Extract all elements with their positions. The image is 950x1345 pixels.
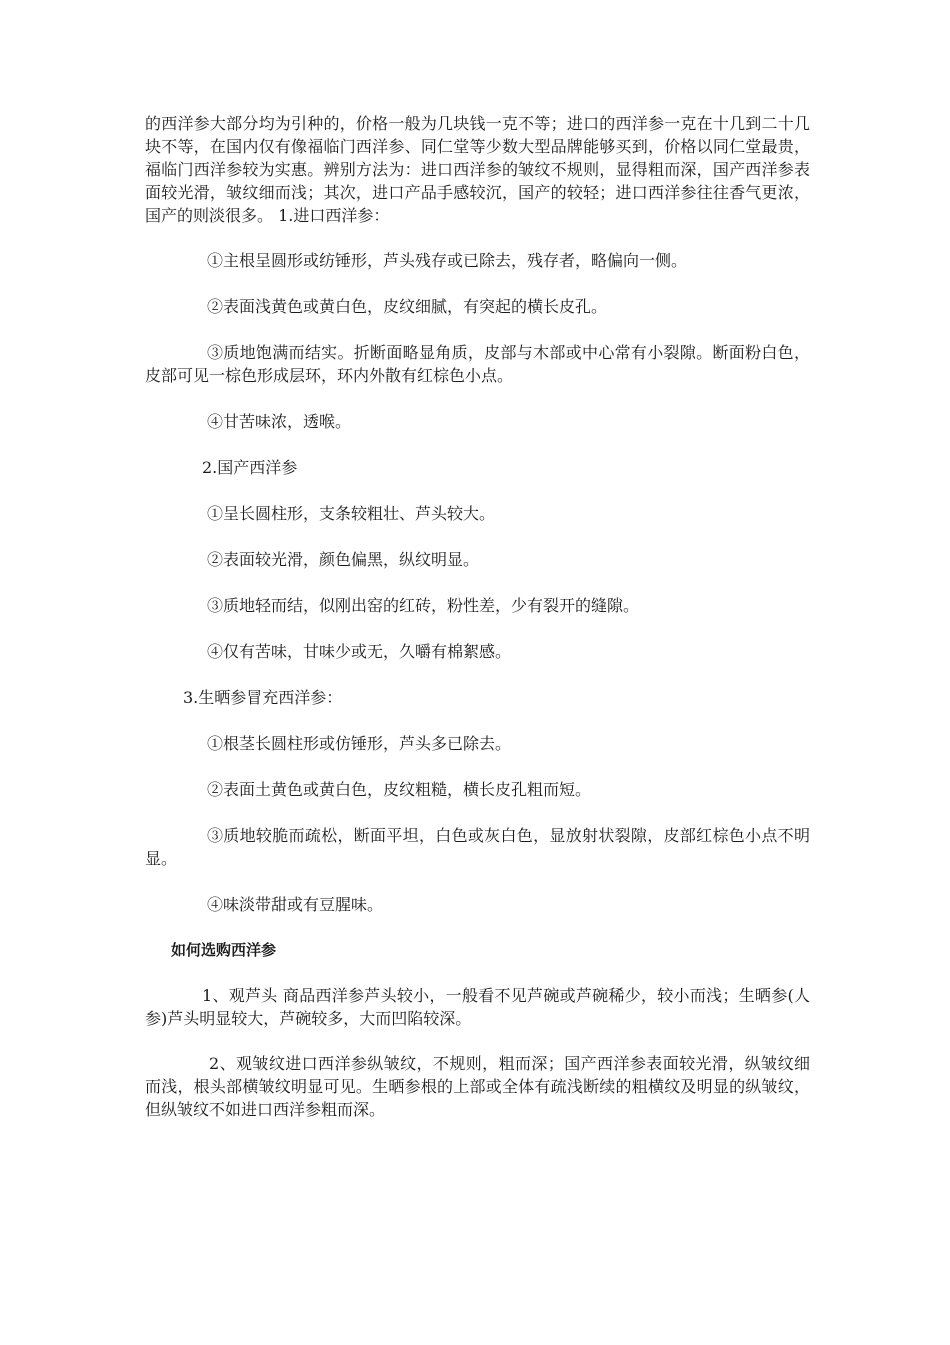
imported-item-3: ③质地饱满而结实。折断面略显角质，皮部与木部或中心常有小裂隙。断面粉白色，皮部可见一棕色形成层环，环内外散有红棕色小点。	[145, 343, 810, 385]
sun-dried-heading: 3.生晒参冒充西洋参：	[183, 688, 343, 707]
buying-tip-2: 2、观皱纹进口西洋参纵皱纹，不规则，粗而深；国产西洋参表面较光滑，纵皱纹细而浅，根头部横皱纹明显可见。生晒参根的上部或全体有疏浅断续的粗横纹及明显的纵皱纹，但纵皱纹不如进口西洋参粗而深。	[145, 1054, 810, 1119]
imported-item-1: ①主根呈圆形或纺锤形，芦头残存或已除去，残存者，略偏向一侧。	[207, 251, 688, 270]
sun-dried-item-2: ②表面土黄色或黄白色，皮纹粗糙，横长皮孔粗而短。	[207, 780, 592, 799]
domestic-item-1: ①呈长圆柱形，支条较粗壮、芦头较大。	[207, 504, 496, 523]
sun-dried-item-3: ③质地较脆而疏松，断面平坦，白色或灰白色，显放射状裂隙，皮部红棕色小点不明显。	[145, 826, 810, 868]
domestic-item-3: ③质地轻而结，似刚出窑的红砖，粉性差，少有裂开的缝隙。	[207, 596, 640, 615]
imported-item-2: ②表面浅黄色或黄白色，皮纹细腻，有突起的横长皮孔。	[207, 297, 608, 316]
document-page	[145, 112, 810, 1121]
buying-tip-1: 1、观芦头 商品西洋参芦头较小，一般看不见芦碗或芦碗稀少，较小而浅；生晒参(人参)芦头明显较大，芦碗较多，大而凹陷较深。	[145, 986, 810, 1028]
imported-item-4: ④甘苦味浓，透喉。	[207, 412, 352, 431]
domestic-item-4: ④仅有苦味，甘味少或无，久嚼有棉絮感。	[207, 642, 512, 661]
sun-dried-item-1: ①根茎长圆柱形或仿锤形，芦头多已除去。	[207, 734, 512, 753]
domestic-heading: 2.国产西洋参	[202, 458, 298, 477]
sun-dried-item-4: ④味淡带甜或有豆腥味。	[207, 895, 384, 914]
intro-paragraph: 的西洋参大部分均为引种的，价格一般为几块钱一克不等；进口的西洋参一克在十几到二十几块不等，在国内仅有像福临门西洋参、同仁堂等少数大型品牌能够买到，价格以同仁堂最贵，福临门西洋参较为实惠。辨别方法为：进口西洋参的皱纹不规则，显得粗而深，国产西洋参表面较光滑，皱纹细而浅；其次，进口产品手感较沉，国产的较轻；进口西洋参往往香气更浓，国产的则淡很多。 1.进口西洋参：	[145, 114, 810, 225]
domestic-item-2: ②表面较光滑，颜色偏黑，纵纹明显。	[207, 550, 480, 569]
buying-guide-title: 如何选购西洋参	[171, 941, 277, 959]
